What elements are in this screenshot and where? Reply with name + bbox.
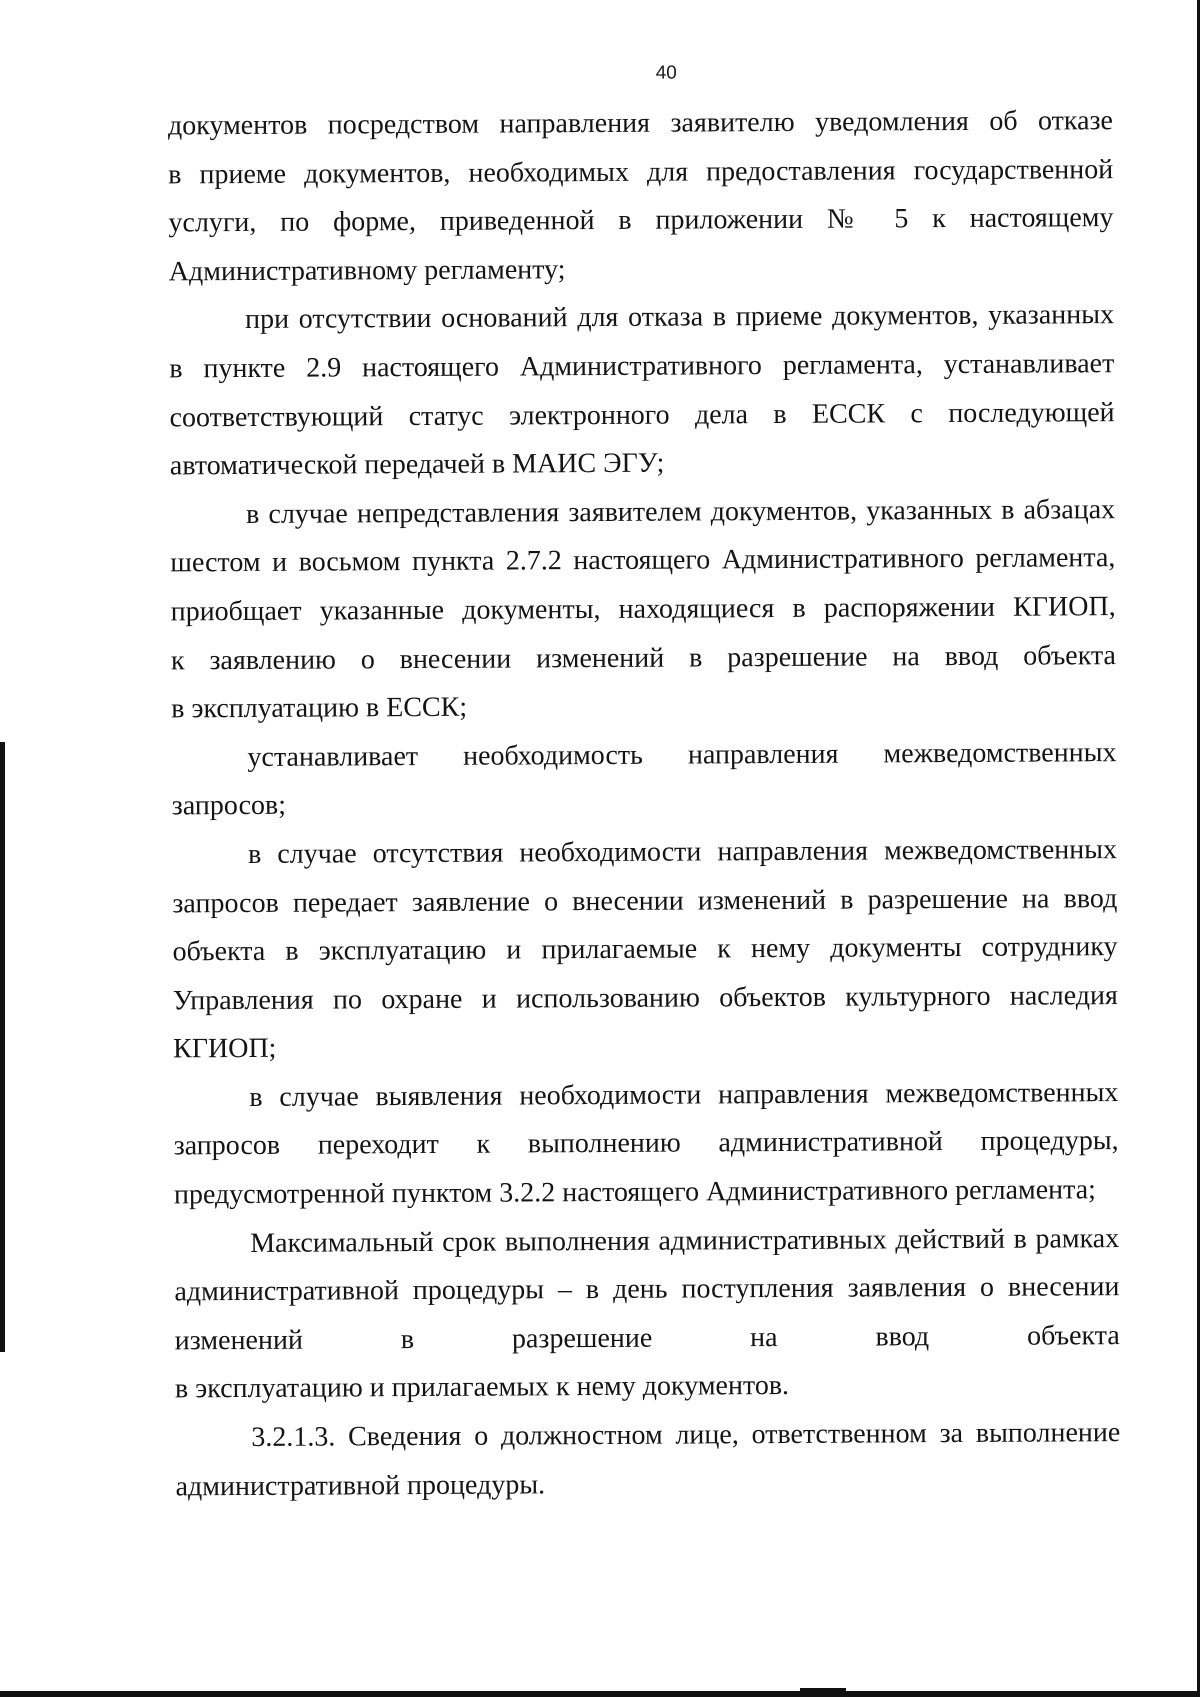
text-line: КГИОП; xyxy=(173,1033,277,1065)
text-line: при отсутствии оснований для отказа в приеме документов, указанных xyxy=(244,299,1115,336)
text-line: документов посредством направления заявителю уведомления об отказе xyxy=(167,105,1114,142)
text-line: в случае непредставления заявителем документов, указанных в абзацах xyxy=(246,493,1116,530)
text-line: предусмотренной пунктом 3.2.2 настоящего Административного регламента; xyxy=(173,1174,1096,1211)
text-line: в пункте 2.9 настоящего Административного регламента, устанавливает xyxy=(169,348,1115,385)
text-line: изменений в разрешение на ввод объекта xyxy=(174,1319,1120,1357)
text-line: в случае выявления необходимости направления межведомственных xyxy=(249,1076,1119,1113)
text-line: административной процедуры. xyxy=(175,1468,546,1503)
text-line: приобщает указанные документы, находящиеся в распоряжении КГИОП, xyxy=(170,591,1116,628)
text-line: соответствующий статус электронного дела в ЕССК с последующей xyxy=(169,396,1115,433)
text-line: в эксплуатацию и прилагаемых к нему документов. xyxy=(174,1370,790,1405)
text-line: запросов; xyxy=(171,790,287,822)
text-line: Максимальный срок выполнения административных действий в рамках xyxy=(250,1222,1120,1259)
text-line: административной процедуры – в день поступления заявления о внесении xyxy=(174,1271,1120,1308)
text-line: в эксплуатацию в ЕССК; xyxy=(171,691,468,725)
text-line: 3.2.1.3. Сведения о должностном лице, ответственном за выполнение xyxy=(251,1417,1121,1453)
text-line: запросов переходит к выполнению административной процедуры, xyxy=(173,1125,1119,1162)
text-line: запросов передает заявление о внесении изменений в разрешение на ввод xyxy=(172,882,1118,919)
text-line: к заявлению о внесении изменений в разрешение на ввод объекта xyxy=(170,639,1117,676)
text-line: Управления по охране и использованию объектов культурного наследия xyxy=(172,979,1118,1017)
document-body xyxy=(168,97,1121,1511)
text-line: услуги, по форме, приведенной в приложении № 5 к настоящему xyxy=(168,202,1114,239)
text-line: в приеме документов, необходимых для предоставления государственной xyxy=(168,153,1114,190)
text-line: автоматической передачей в МАИС ЭГУ; xyxy=(169,447,665,482)
text-line: Административному регламенту; xyxy=(168,253,566,288)
text-line: устанавливает необходимость направления межведомственных xyxy=(247,736,1117,773)
text-line: в случае отсутствия необходимости направления межведомственных xyxy=(247,834,1118,870)
text-line: объекта в эксплуатацию и прилагаемые к нему документы сотруднику xyxy=(172,931,1118,968)
page-number: 40 xyxy=(655,62,677,84)
text-line: шестом и восьмом пункта 2.7.2 настоящего Административного регламента, xyxy=(170,542,1116,579)
